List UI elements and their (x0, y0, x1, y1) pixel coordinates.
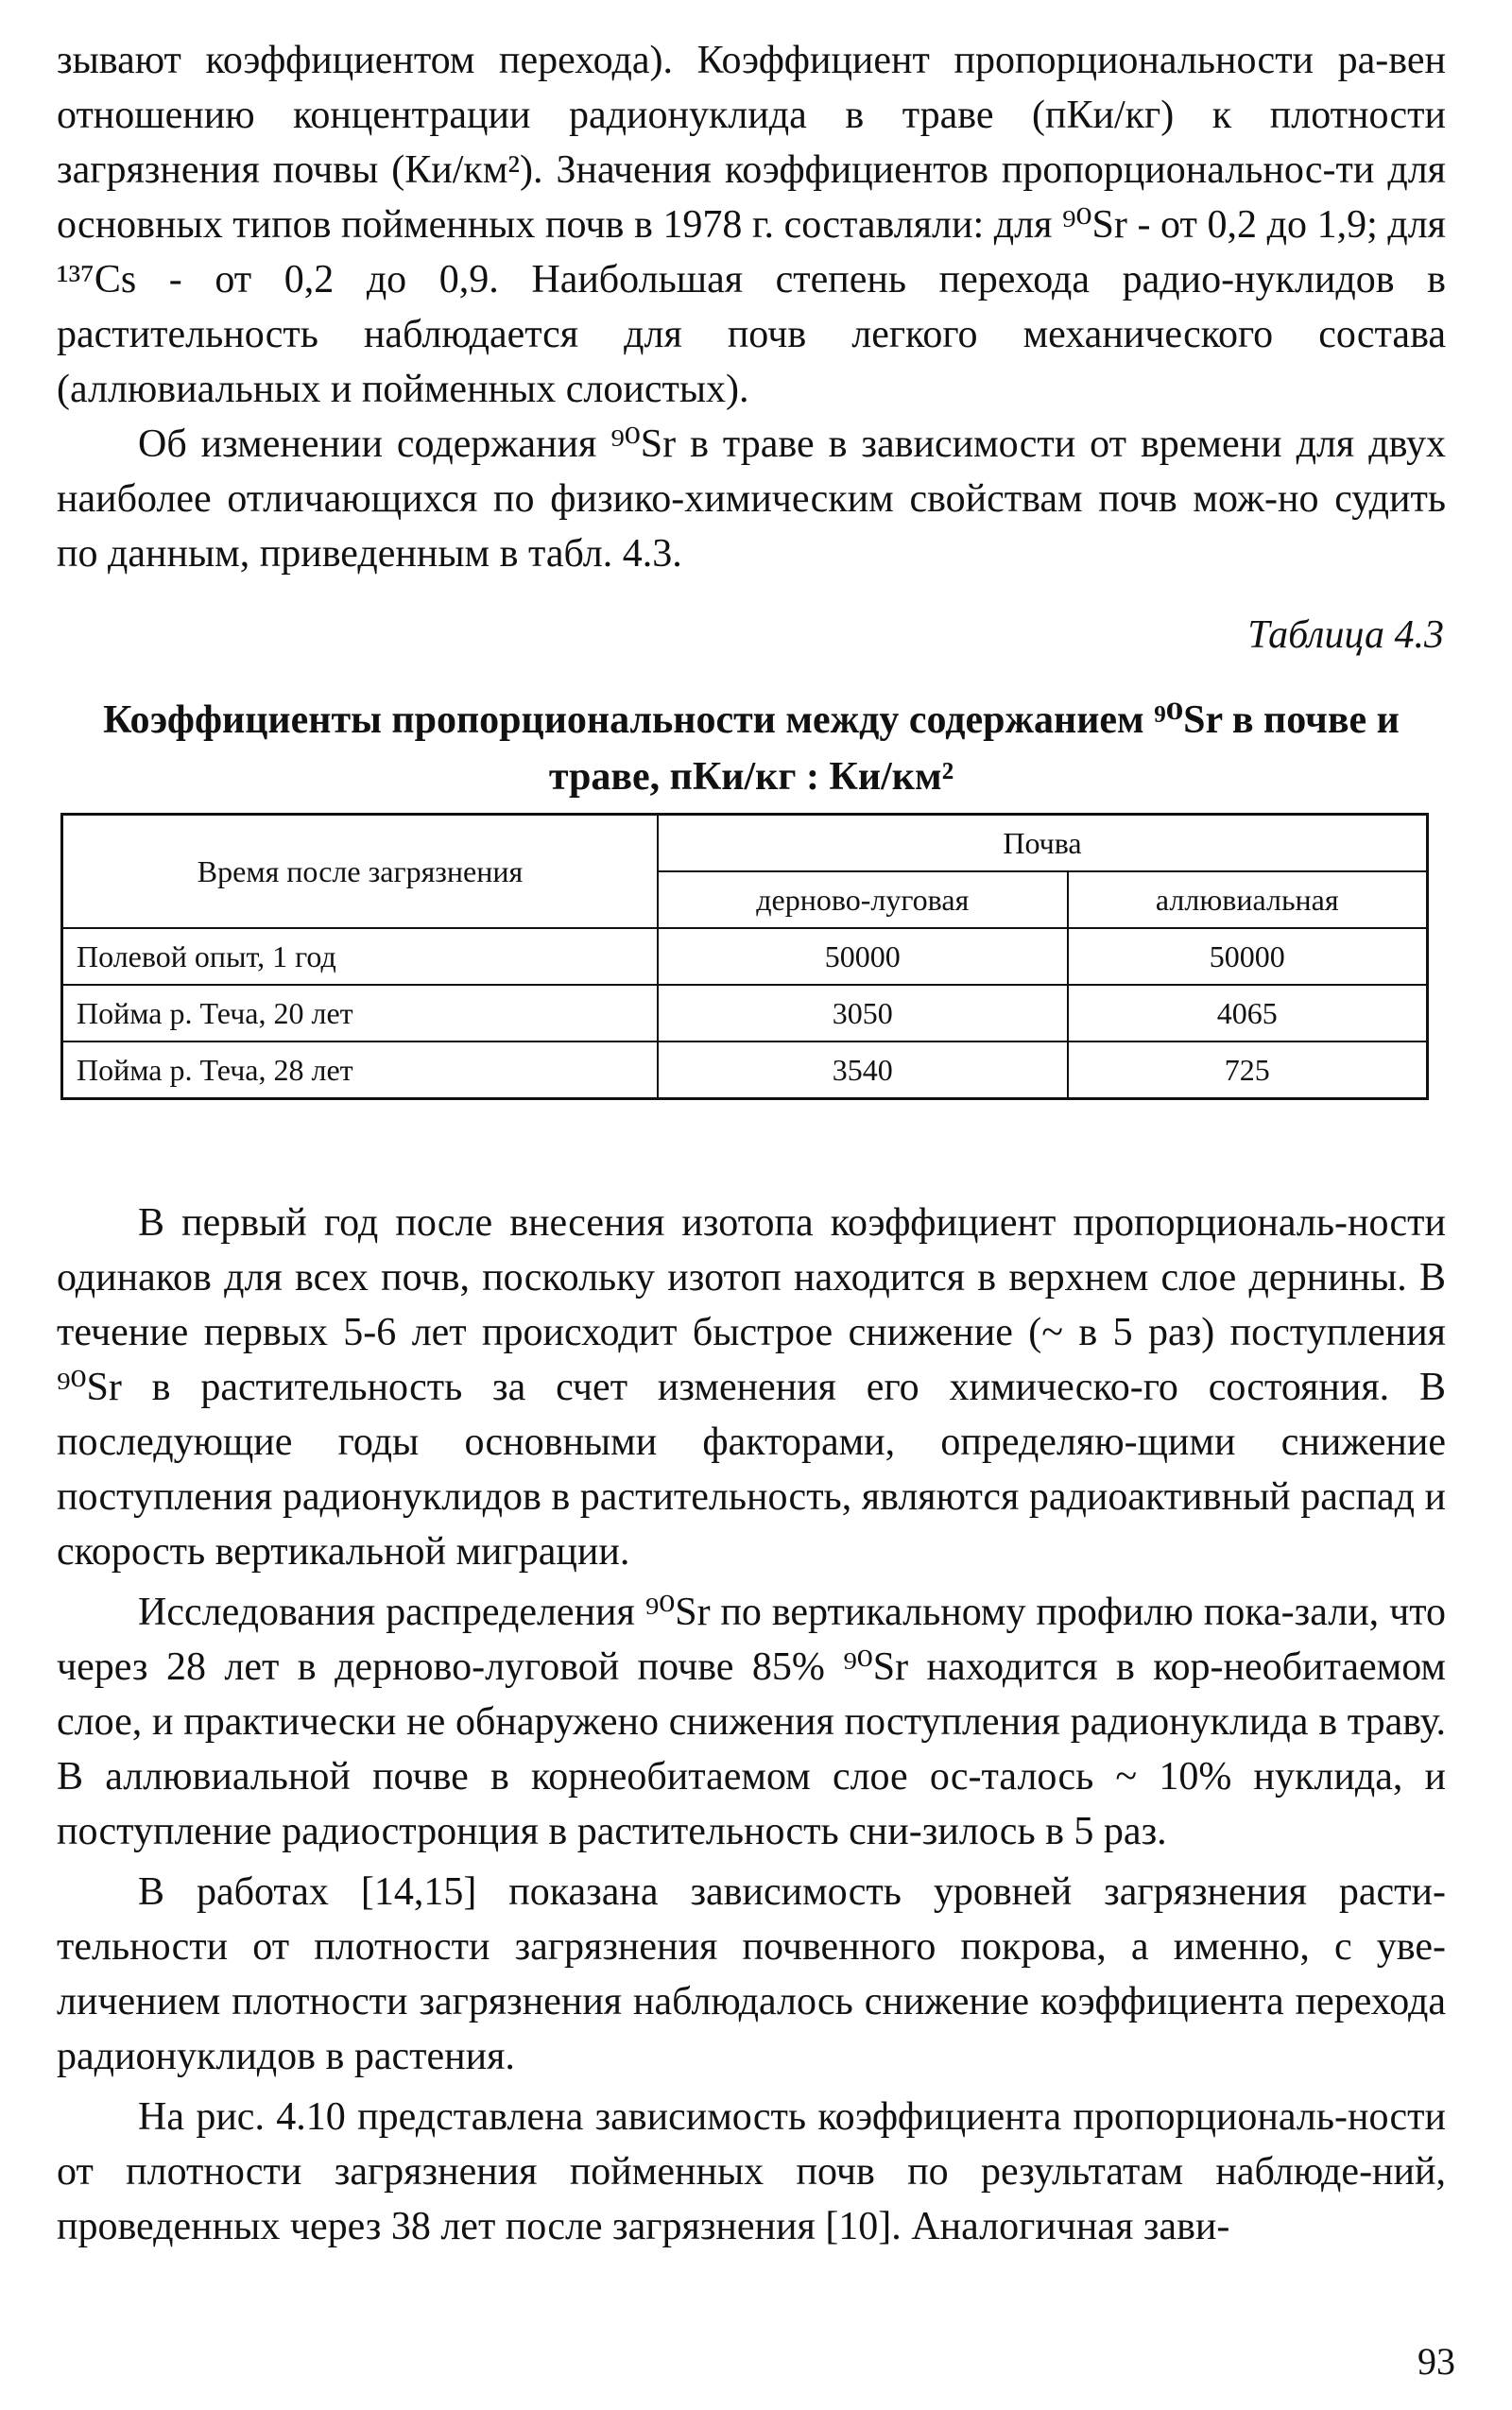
row-value: 725 (1068, 1041, 1428, 1099)
row-time: Пойма р. Теча, 28 лет (62, 1041, 659, 1099)
paragraph-6: На рис. 4.10 представлена зависимость коэффициента пропорциональ-ности от плотности загрязнения пойменных почв по результатам наблюде-ний, проведенных через 38 лет после загрязнения [10]. Аналогичная зави- (57, 2095, 1446, 2248)
table-row (62, 985, 1428, 1041)
table-caption: Таблица 4.3 (1247, 613, 1444, 657)
table-title: Коэффициенты пропорциональности между содержанием ⁹⁰Sr в почве и траве, пКи/кг : Ки/км² (103, 698, 1400, 799)
row-value: 4065 (1068, 985, 1428, 1041)
header-soil-type-1: дерново-луговая (658, 871, 1068, 928)
top-text (57, 33, 1446, 581)
paragraph-2: Об изменении содержания ⁹⁰Sr в траве в зависимости от времени для двух наиболее отличающихся по физико-химическим свойствам почв мож-но судить по данным, приведенным в табл. 4.3. (57, 422, 1446, 576)
row-value: 50000 (658, 928, 1068, 985)
row-value: 3050 (658, 985, 1068, 1041)
table-row (62, 1041, 1428, 1099)
data-table (60, 813, 1429, 1100)
page-number: 93 (1418, 2340, 1455, 2383)
table-row (62, 928, 1428, 985)
header-soil-type-2: аллювиальная (1068, 871, 1428, 928)
header-time: Время после загрязнения (62, 815, 659, 929)
row-value: 3540 (658, 1041, 1068, 1099)
paragraph-3: В первый год после внесения изотопа коэффициент пропорциональ-ности одинаков для всех почв, поскольку изотоп находится в верхнем слое дернины. В течение первых 5-6 лет происходит быстрое снижение (~ в 5 раз) поступления ⁹⁰Sr в растительность за счет изменения его химическо-го состояния. В последующие годы основными факторами, определяю-щими снижение поступления радионуклидов в растительность, являются радиоактивный распад и скорость вертикальной миграции. (57, 1201, 1446, 1574)
header-soil: Почва (658, 815, 1428, 872)
row-time: Пойма р. Теча, 20 лет (62, 985, 659, 1041)
row-time: Полевой опыт, 1 год (62, 928, 659, 985)
row-value: 50000 (1068, 928, 1428, 985)
paragraph-5: В работах [14,15] показана зависимость уровней загрязнения расти-тельности от плотности загрязнения почвенного покрова, а именно, с уве-личением плотности загрязнения наблюдалось снижение коэффициента перехода радионуклидов в растения. (57, 1870, 1446, 2078)
paragraph-4: Исследования распределения ⁹⁰Sr по вертикальному профилю пока-зали, что через 28 лет в дерново-луговой почве 85% ⁹⁰Sr находится в кор-необитаемом слое, и практически не обнаружено снижения поступления радионуклида в траву. В аллювиальной почве в корнеобитаемом слое ос-талось ~ 10% нуклида, и поступление радиостронция в растительность сни-зилось в 5 раз. (57, 1591, 1446, 1853)
bottom-text (57, 1196, 1446, 2254)
paragraph-1: зывают коэффициентом перехода). Коэффициент пропорциональности ра-вен отношению концентрации радионуклида в траве (пКи/кг) к плотности загрязнения почвы (Ки/км²). Значения коэффициентов пропорциональнос-ти для основных типов пойменных почв в 1978 г. составляли: для ⁹⁰Sr - от 0,2 до 1,9; для ¹³⁷Cs - от 0,2 до 0,9. Наибольшая степень перехода радио-нуклидов в растительность наблюдается для почв легкого механического состава (аллювиальных и пойменных слоистых). (57, 39, 1446, 411)
table-header-row (62, 815, 1428, 872)
